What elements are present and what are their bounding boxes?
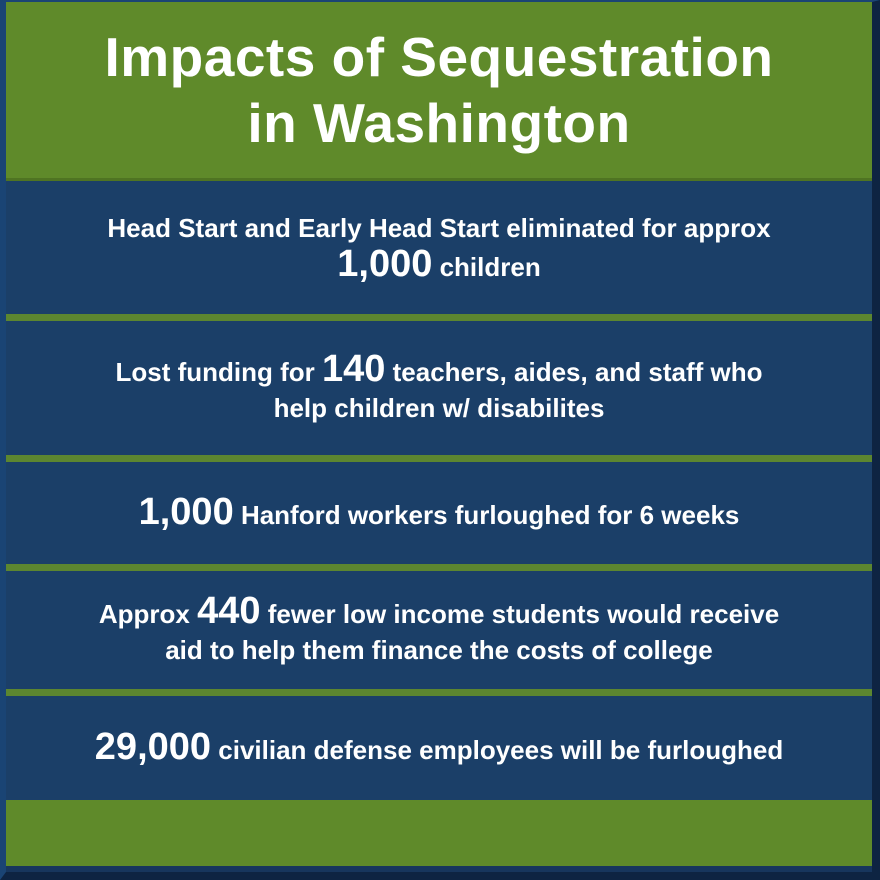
title-line-1: Impacts of Sequestration [104, 26, 774, 88]
impact-number: 1,000 [337, 243, 433, 285]
impact-text: Approx [98, 598, 190, 629]
impact-number: 140 [321, 347, 386, 390]
impact-text: Hanford workers furloughed for 6 weeks [240, 499, 740, 530]
divider [6, 689, 872, 696]
impact-text: aid to help them finance the costs of college [165, 634, 713, 665]
impact-text: civilian defense employees will be furloughed [218, 734, 784, 765]
impact-text: Head Start and Early Head Start eliminated for approx [107, 213, 771, 243]
divider [6, 564, 872, 571]
impact-text: help children w/ disabilites [273, 392, 605, 423]
impact-item-students [6, 571, 872, 689]
impact-item-head-start [6, 181, 872, 314]
impact-number: 440 [197, 589, 261, 632]
impact-text: fewer low income students would receive [267, 598, 780, 629]
divider [6, 455, 872, 462]
impact-text: teachers, aides, and staff who [392, 356, 763, 387]
divider [6, 314, 872, 321]
header-banner [6, 2, 872, 181]
impact-text: Lost funding for [115, 356, 315, 387]
impact-item-defense [6, 696, 872, 800]
footer-banner [6, 800, 872, 866]
impact-item-hanford [6, 462, 872, 564]
impact-item-teachers [6, 321, 872, 455]
title-line-2: in Washington [247, 92, 631, 154]
impact-number: 29,000 [94, 725, 212, 768]
impact-number: 1,000 [138, 490, 234, 533]
impact-text: children [439, 252, 541, 282]
page-title [39, 24, 839, 156]
